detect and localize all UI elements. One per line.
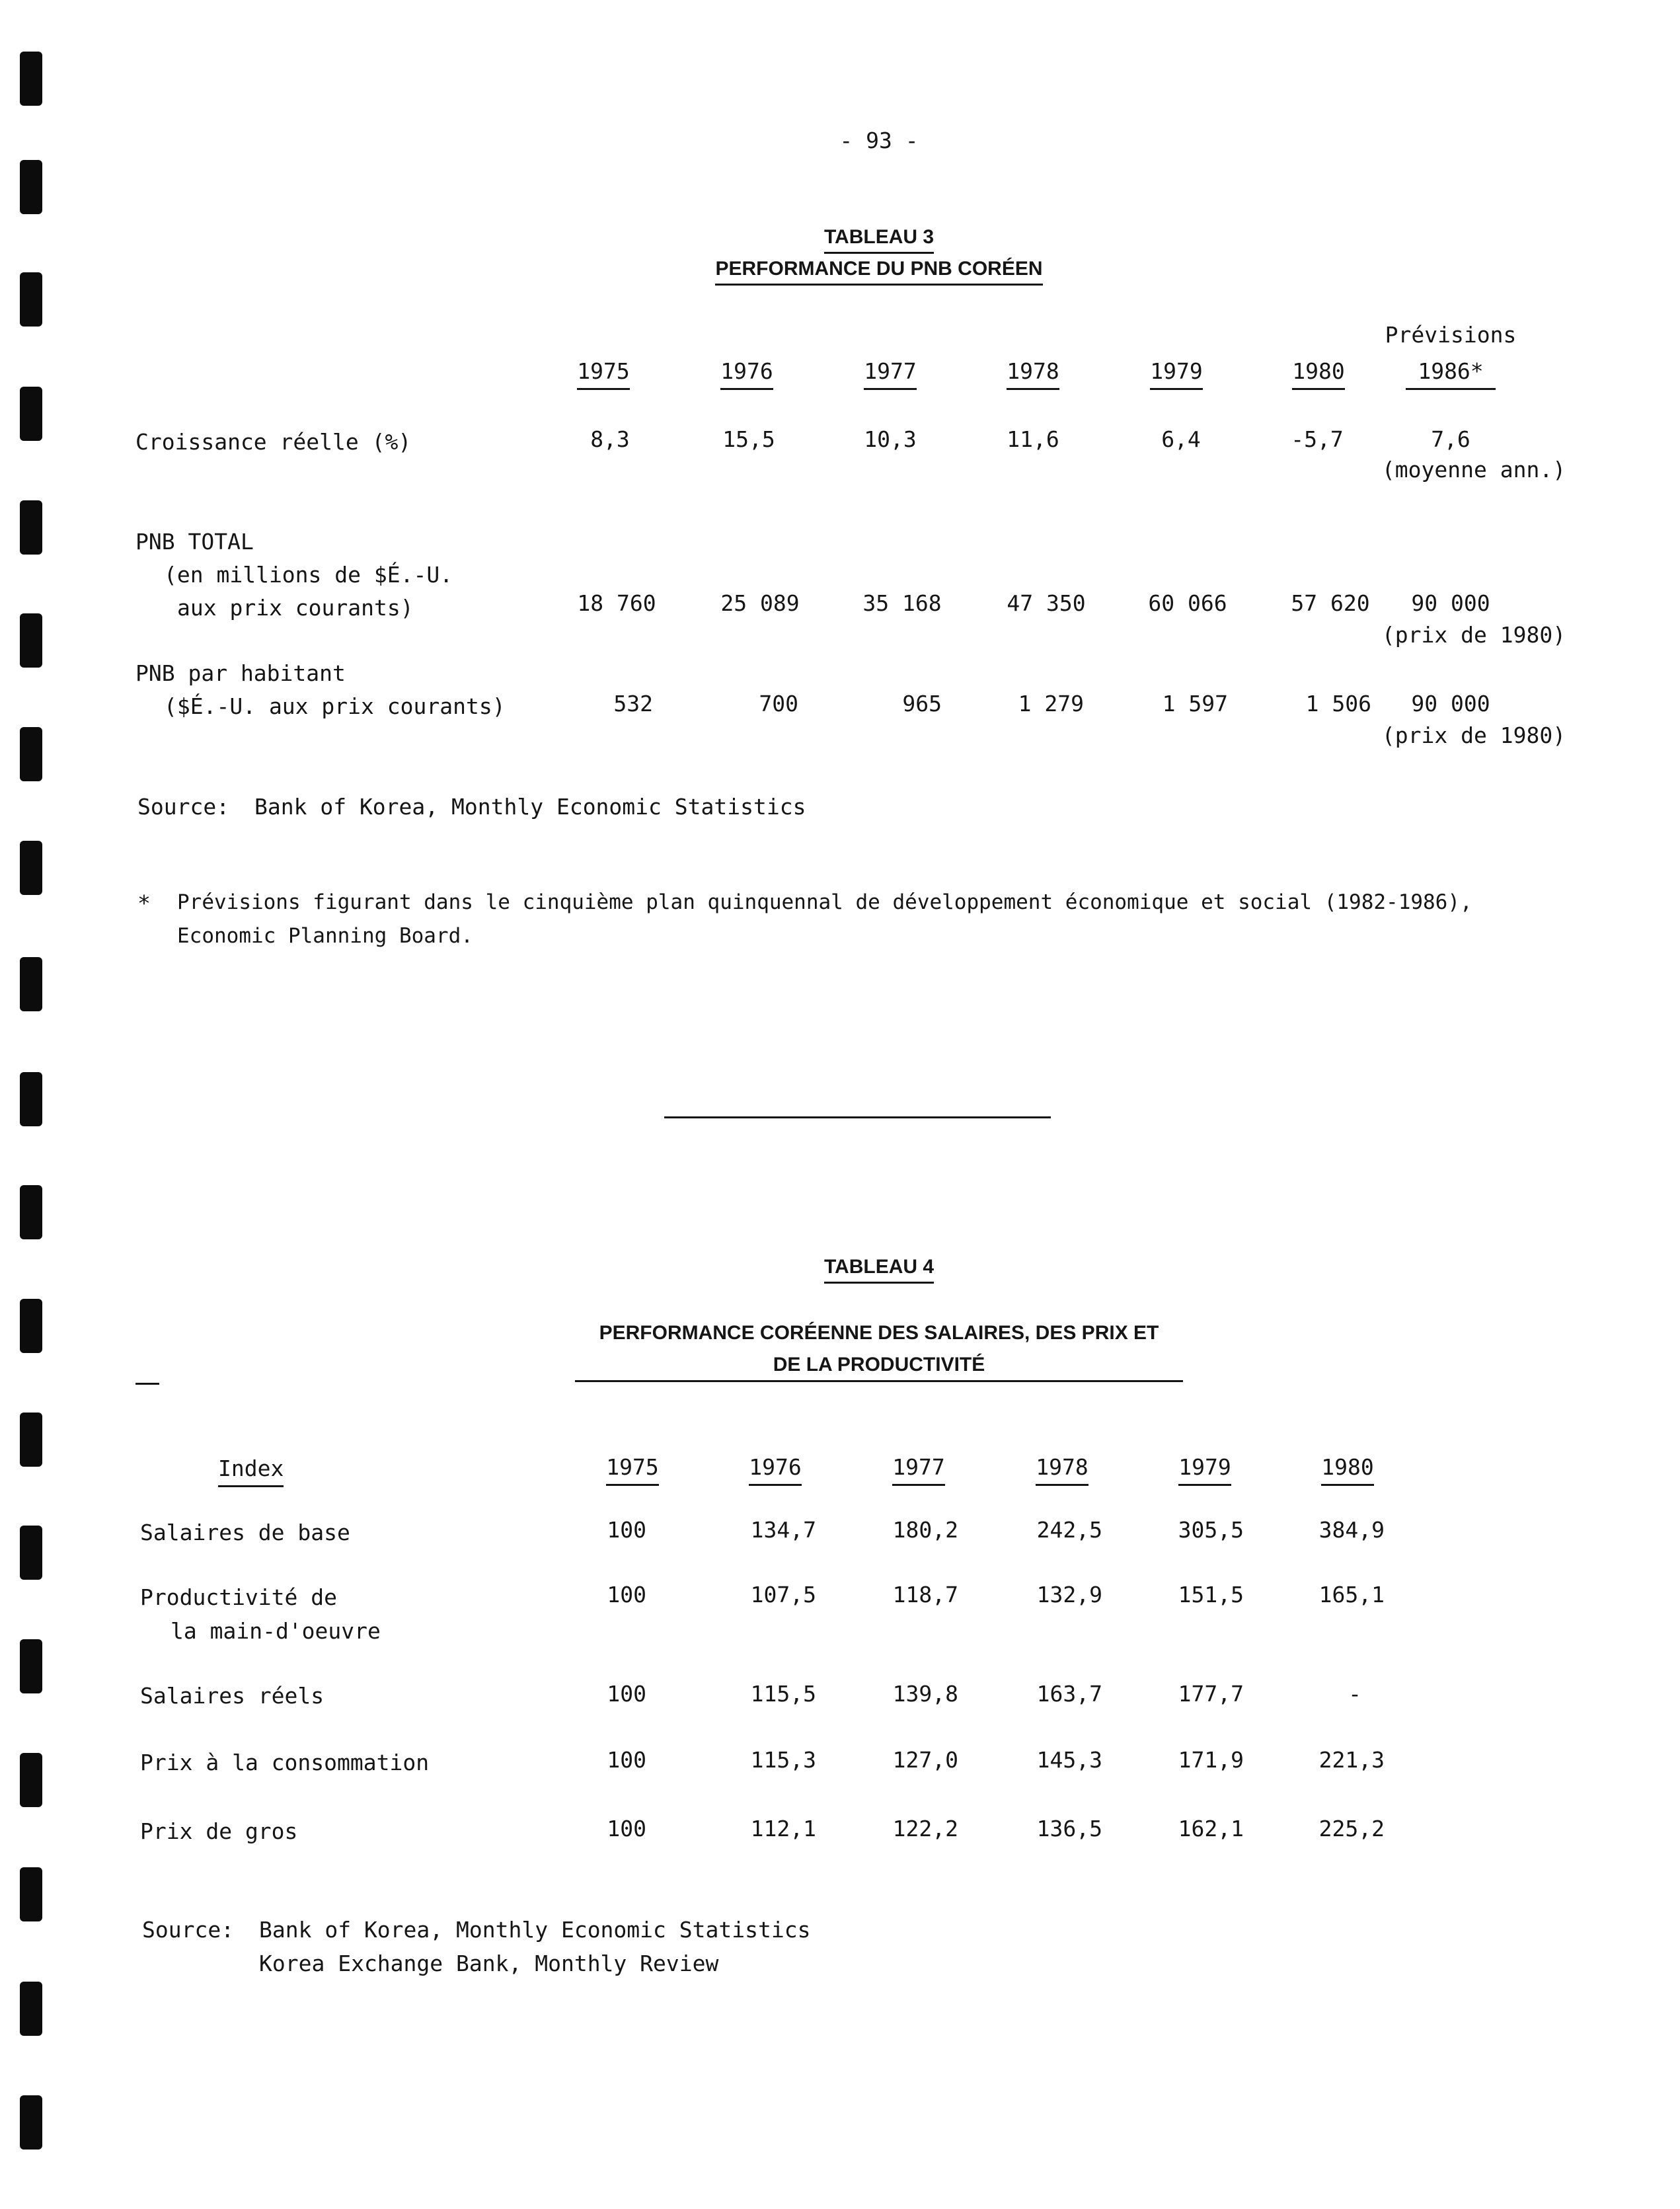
table4-source-line: Korea Exchange Bank, Monthly Review: [259, 1951, 719, 1976]
binding-hole: [20, 1753, 42, 1807]
table4-year-header-text: 1977: [892, 1454, 944, 1486]
table4-subtitle-rule: [575, 1380, 1183, 1382]
table4-year-header: [596, 1456, 669, 1478]
table3-row-label: PNB par habitant: [135, 660, 346, 686]
table3-year-header-text: 1976: [720, 358, 773, 390]
table3-cell: 10,3: [864, 426, 917, 452]
table4-year-header: [882, 1456, 955, 1478]
table4-cell: 127,0: [892, 1747, 958, 1773]
table4-subtitle-line2: DE LA PRODUCTIVITÉ: [773, 1354, 985, 1376]
table4-cell: 242,5: [1036, 1517, 1102, 1543]
footnote-marker: *: [137, 890, 151, 916]
binding-hole: [20, 1639, 42, 1693]
table4-title: [727, 1257, 1031, 1277]
table3-year-header: [1282, 360, 1355, 382]
table3-cell: 700: [759, 691, 798, 717]
table4-year-header-text: 1980: [1321, 1454, 1373, 1486]
binding-hole: [20, 2095, 42, 2150]
table4-cell: 100: [607, 1582, 646, 1608]
table4-row-label: Productivité de: [140, 1584, 338, 1610]
table3-cell: 90 000: [1411, 590, 1490, 616]
table3-cell: 35 168: [862, 590, 942, 616]
table4-cell: 118,7: [892, 1582, 958, 1608]
binding-hole: [20, 841, 42, 895]
table4-cell: 305,5: [1178, 1517, 1244, 1543]
table4-cell: 151,5: [1178, 1582, 1244, 1608]
table4-row-label: Salaires de base: [140, 1520, 350, 1545]
table3-year-header: [1140, 360, 1213, 382]
table3-note: (prix de 1980): [1381, 722, 1566, 748]
table3-year-header: [854, 360, 927, 382]
table4-source-line: Bank of Korea, Monthly Economic Statistics: [259, 1917, 811, 1943]
table3-subtitle: [595, 259, 1163, 279]
table3-previsions-label: Prévisions: [1385, 322, 1517, 348]
table4-cell: 100: [607, 1816, 646, 1841]
table3-cell: -5,7: [1291, 426, 1344, 452]
table4-cell: 100: [607, 1517, 646, 1543]
table3-cell: 47 350: [1007, 590, 1086, 616]
table3-year-header-text: 1975: [577, 358, 629, 390]
table4-year-header: [1026, 1456, 1098, 1478]
table4-cell: 134,7: [750, 1517, 816, 1543]
table3-cell: 11,6: [1007, 426, 1059, 452]
page-number: - 93 -: [839, 128, 919, 153]
table3-row-label: aux prix courants): [177, 595, 414, 621]
table4-cell: 163,7: [1036, 1681, 1102, 1707]
table3-year-header-text: 1978: [1007, 358, 1059, 390]
table3-cell: 965: [902, 691, 942, 717]
table4-cell: 221,3: [1318, 1747, 1385, 1773]
table3-cell: 1 597: [1162, 691, 1228, 717]
binding-hole: [20, 1526, 42, 1580]
table3-cell: 1 279: [1018, 691, 1084, 717]
binding-hole: [20, 1299, 42, 1353]
table4-cell: 115,3: [750, 1747, 816, 1773]
table4-row-label: la main-d'oeuvre: [171, 1618, 381, 1644]
table3-row-label: Croissance réelle (%): [135, 429, 412, 455]
table4-year-header-text: 1978: [1036, 1454, 1088, 1486]
table4-cell: 171,9: [1178, 1747, 1244, 1773]
table4-cell: 145,3: [1036, 1747, 1102, 1773]
table3-year-header-text: 1986*: [1406, 358, 1495, 390]
table4-year-header: [1168, 1456, 1241, 1478]
table3-title-text: TABLEAU 3: [824, 226, 934, 254]
table3-cell: 532: [613, 691, 653, 717]
table4-row-label: Prix de gros: [140, 1818, 298, 1844]
table4-cell: 384,9: [1318, 1517, 1385, 1543]
table3-year-header-text: 1977: [864, 358, 916, 390]
table4-subtitle-line1: PERFORMANCE CORÉENNE DES SALAIRES, DES PRIX ET: [599, 1322, 1159, 1344]
table3-cell: 8,3: [590, 426, 630, 452]
table3-cell: 60 066: [1148, 590, 1227, 616]
table4-cell: 115,5: [750, 1681, 816, 1707]
footnote-line: Prévisions figurant dans le cinquième plan quinquennal de développement économique et social (1982-1986),: [177, 890, 1472, 914]
table4-cell: 107,5: [750, 1582, 816, 1608]
binding-hole: [20, 1867, 42, 1921]
footnote-line: Economic Planning Board.: [177, 924, 473, 948]
table4-year-header: [739, 1456, 812, 1478]
table3-cell: 15,5: [722, 426, 775, 452]
table4-cell: -: [1348, 1681, 1361, 1707]
section-divider: [664, 1116, 1051, 1118]
binding-hole: [20, 613, 42, 668]
table4-year-header-text: 1979: [1178, 1454, 1231, 1486]
table3-year-header-text: 1979: [1150, 358, 1202, 390]
table4-source-label: Source:: [142, 1917, 235, 1943]
binding-hole: [20, 727, 42, 781]
table3-title: [727, 227, 1031, 247]
binding-hole: [20, 1413, 42, 1467]
table3-row-label: (en millions de $É.-U.: [164, 562, 453, 588]
table4-cell: 100: [607, 1747, 646, 1773]
table4-cell: 100: [607, 1681, 646, 1707]
table4-index-header-text: Index: [218, 1455, 284, 1487]
table4-row-label: Prix à la consommation: [140, 1750, 430, 1775]
table3-year-header: [1394, 360, 1507, 382]
table4-cell: 177,7: [1178, 1681, 1244, 1707]
table4-cell: 112,1: [750, 1816, 816, 1841]
table4-cell: 122,2: [892, 1816, 958, 1841]
table3-year-header: [710, 360, 783, 382]
binding-hole: [20, 1072, 42, 1126]
binding-hole: [20, 1185, 42, 1239]
table3-subtitle-text: PERFORMANCE DU PNB CORÉEN: [715, 258, 1042, 286]
table4-title-text: TABLEAU 4: [824, 1256, 934, 1284]
table4-cell: 132,9: [1036, 1582, 1102, 1608]
table4-year-header-text: 1976: [749, 1454, 801, 1486]
table3-year-header-text: 1980: [1292, 358, 1344, 390]
binding-hole: [20, 160, 42, 214]
binding-hole: [20, 1982, 42, 2036]
table4-cell: 162,1: [1178, 1816, 1244, 1841]
table3-cell: 18 760: [577, 590, 656, 616]
table3-year-header: [567, 360, 640, 382]
binding-hole: [20, 52, 42, 106]
margin-dash: [135, 1383, 159, 1385]
binding-hole: [20, 272, 42, 327]
table4-cell: 225,2: [1318, 1816, 1385, 1841]
table3-cell: 57 620: [1291, 590, 1370, 616]
table3-year-header: [997, 360, 1069, 382]
table4-index-header: [218, 1457, 284, 1479]
binding-hole: [20, 957, 42, 1011]
table3-row-label: ($É.-U. aux prix courants): [164, 693, 506, 719]
table4-row-label: Salaires réels: [140, 1683, 325, 1709]
table3-note: (moyenne ann.): [1381, 457, 1566, 483]
table3-source-label: Source:: [137, 794, 230, 820]
table3-cell: 25 089: [720, 590, 800, 616]
table3-cell: 1 506: [1305, 691, 1371, 717]
table4-cell: 180,2: [892, 1517, 958, 1543]
table3-cell: 7,6: [1431, 426, 1470, 452]
table4-cell: 139,8: [892, 1681, 958, 1707]
table4-year-header: [1311, 1456, 1384, 1478]
table4-cell: 136,5: [1036, 1816, 1102, 1841]
table4-year-header-text: 1975: [606, 1454, 658, 1486]
binding-hole: [20, 500, 42, 555]
table3-cell: 90 000: [1411, 691, 1490, 717]
binding-hole: [20, 387, 42, 441]
table4-cell: 165,1: [1318, 1582, 1385, 1608]
table3-note: (prix de 1980): [1381, 622, 1566, 648]
table3-cell: 6,4: [1161, 426, 1201, 452]
table3-row-label: PNB TOTAL: [135, 529, 254, 555]
table3-source-text: Bank of Korea, Monthly Economic Statistics: [254, 794, 806, 820]
